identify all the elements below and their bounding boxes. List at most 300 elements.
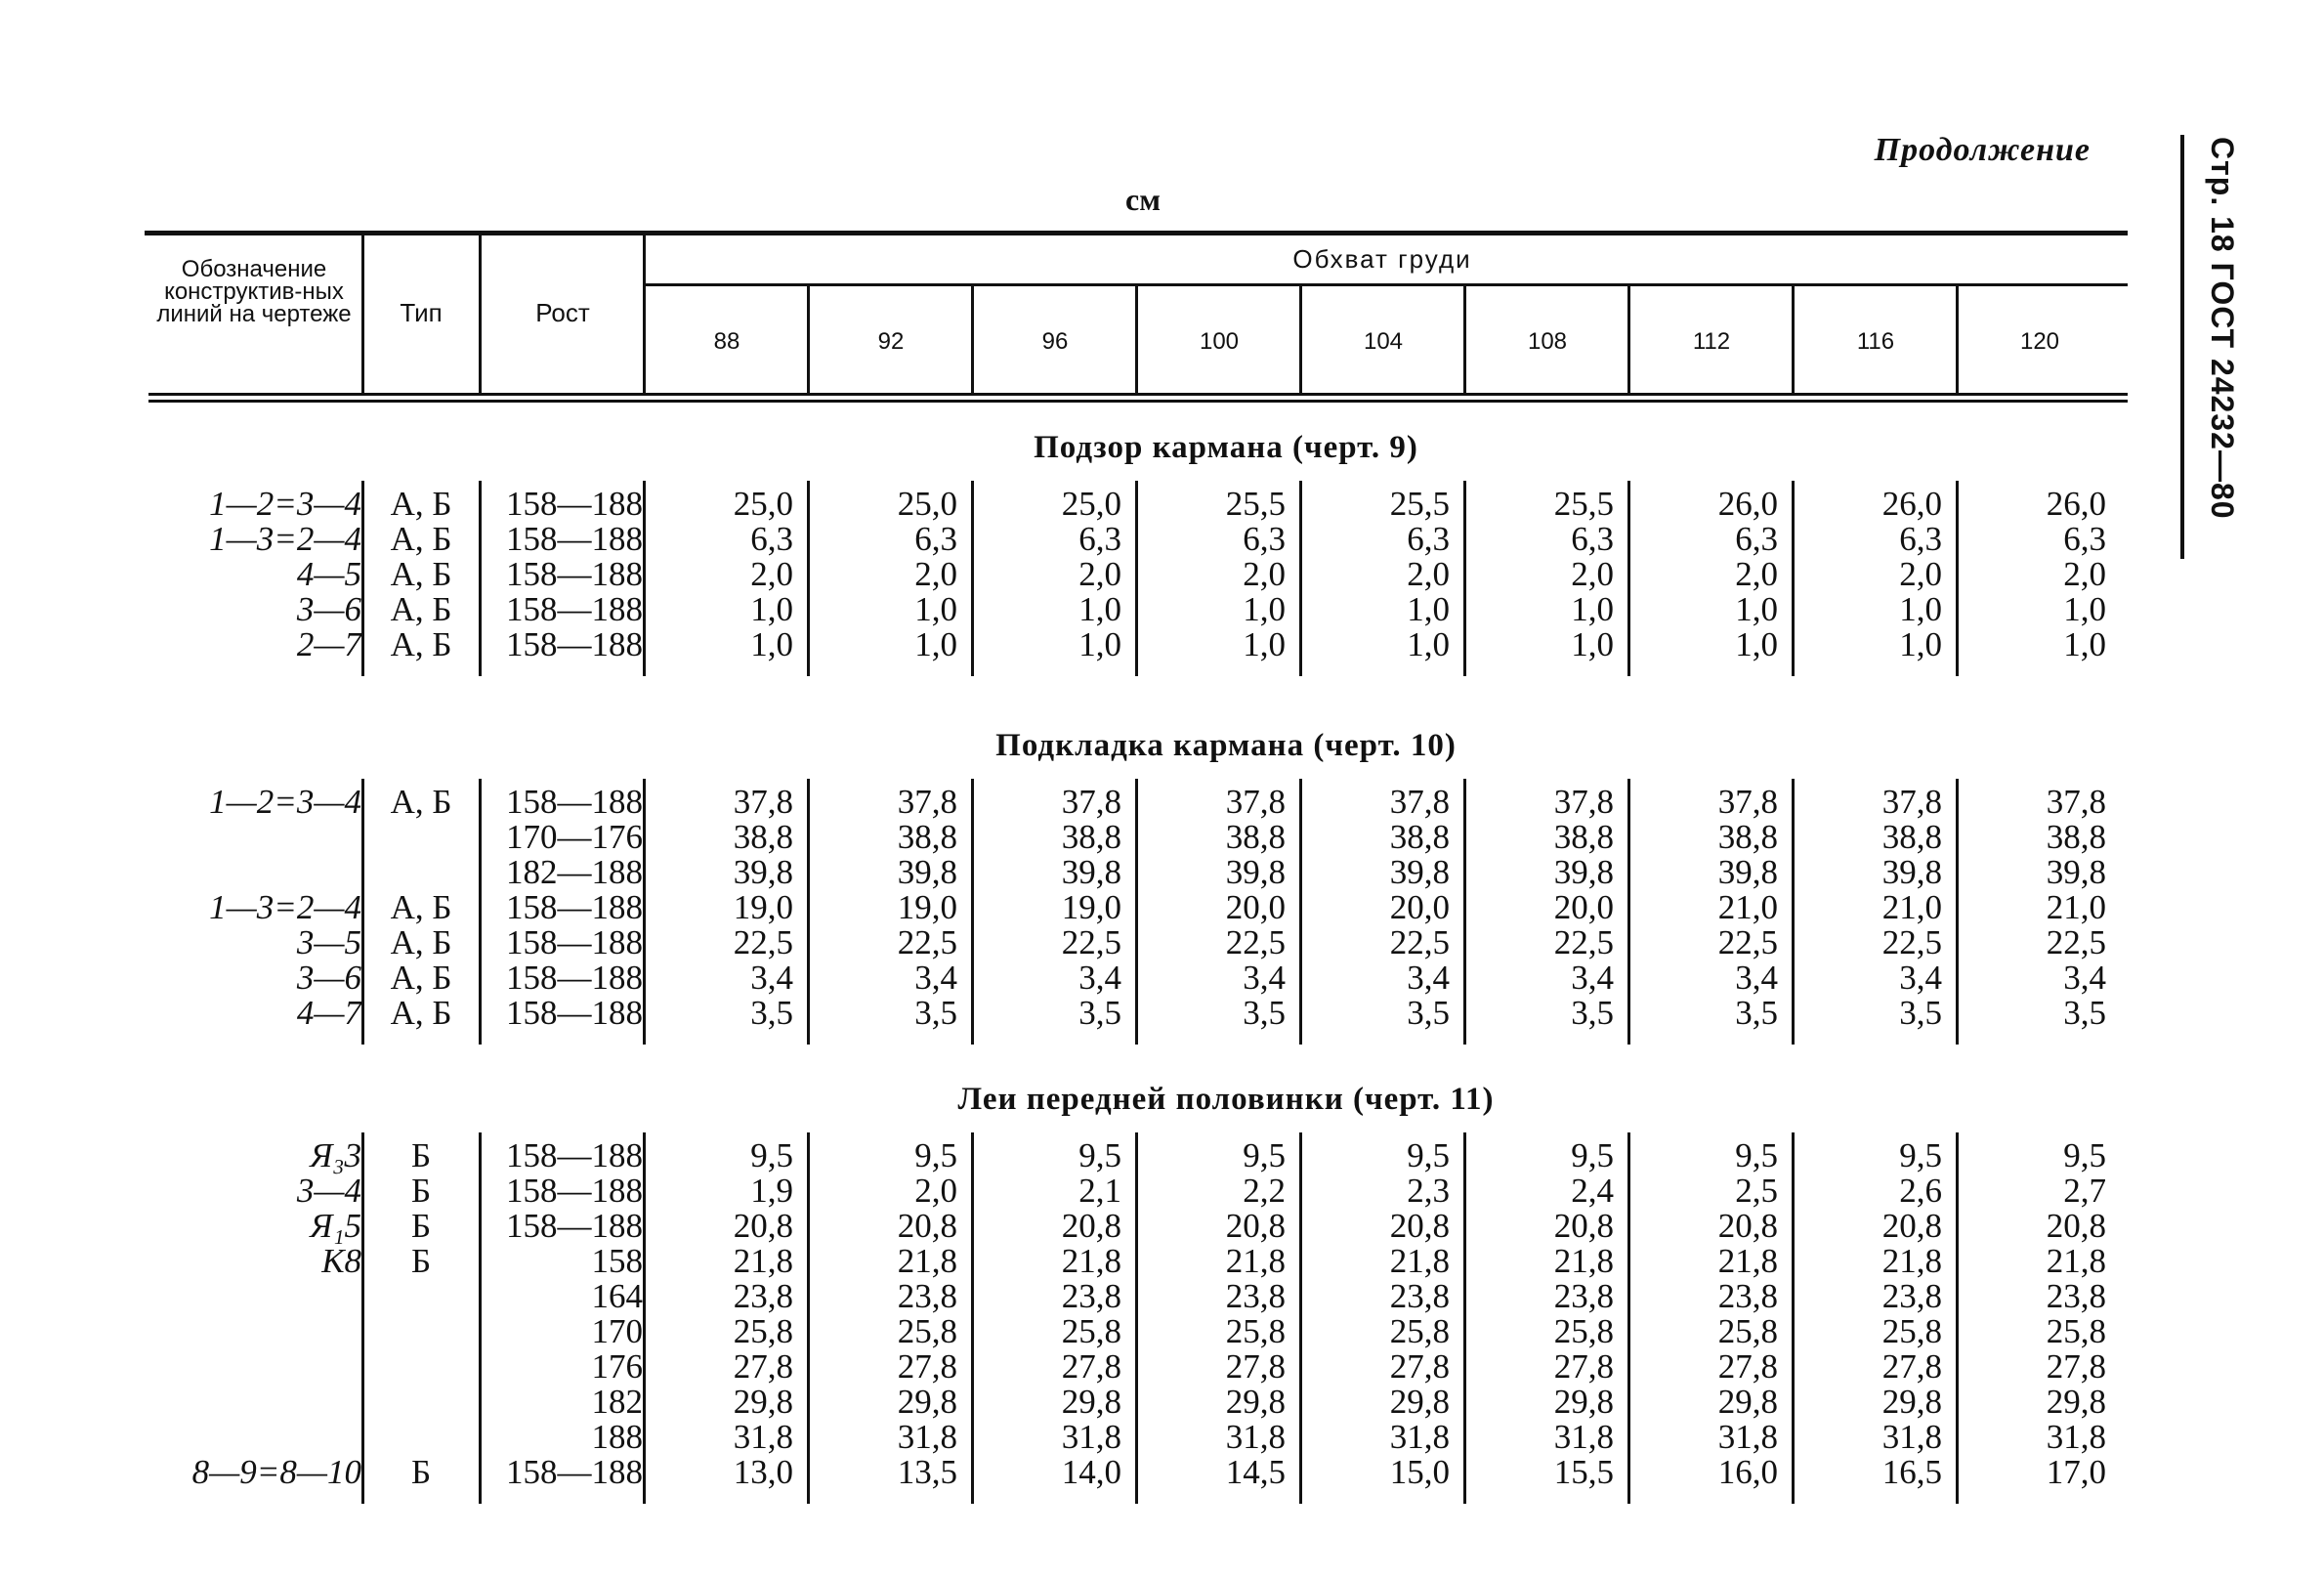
value-cell: 37,8 — [2046, 783, 2106, 821]
value-cell: 20,8 — [897, 1207, 957, 1245]
value-cell: 25,0 — [1061, 485, 1121, 523]
section-title: Подзор кармана (черт. 9) — [1034, 430, 1418, 465]
value-cell: 27,8 — [897, 1347, 957, 1386]
size-header: 108 — [1527, 328, 1568, 355]
value-cell: 31,8 — [1717, 1418, 1778, 1456]
value-cell: 6,3 — [1407, 520, 1450, 558]
value-cell: 22,5 — [1881, 923, 1942, 961]
column-divider — [361, 779, 364, 1045]
value-cell: 25,8 — [1061, 1312, 1121, 1350]
value-cell: 21,8 — [1225, 1242, 1286, 1280]
column-divider — [1792, 481, 1795, 676]
value-cell: 1,0 — [2063, 625, 2106, 663]
row-designation: 1—2=3—4 — [209, 783, 361, 821]
value-cell: 39,8 — [733, 853, 793, 891]
value-cell: 27,8 — [1881, 1347, 1942, 1386]
side-divider — [2180, 135, 2184, 559]
row-type: А, Б — [390, 590, 452, 628]
row-height: 158—188 — [506, 520, 643, 558]
row-designation: 3—4 — [296, 1172, 361, 1210]
value-cell: 3,4 — [1735, 959, 1778, 997]
row-type: А, Б — [390, 555, 452, 593]
chest-header-rule — [645, 283, 2128, 286]
value-cell: 25,8 — [1389, 1312, 1450, 1350]
header-divider — [479, 231, 482, 393]
value-cell: 13,5 — [897, 1453, 957, 1491]
value-cell: 9,5 — [1735, 1136, 1778, 1174]
value-cell: 6,3 — [2063, 520, 2106, 558]
row-type: Б — [410, 1207, 432, 1245]
column-divider — [807, 481, 810, 676]
header-bottom-rule-1 — [148, 393, 2128, 396]
value-cell: 21,0 — [1881, 888, 1942, 926]
value-cell: 2,7 — [2063, 1172, 2106, 1210]
value-cell: 38,8 — [1061, 818, 1121, 856]
value-cell: 2,0 — [1078, 555, 1121, 593]
value-cell: 31,8 — [1553, 1418, 1614, 1456]
value-cell: 22,5 — [1061, 923, 1121, 961]
row-designation: 1—3=2—4 — [209, 888, 361, 926]
column-divider — [971, 779, 974, 1045]
row-height: 158—188 — [506, 959, 643, 997]
value-cell: 20,8 — [1061, 1207, 1121, 1245]
column-divider — [479, 779, 482, 1045]
value-cell: 3,4 — [750, 959, 793, 997]
value-cell: 39,8 — [897, 853, 957, 891]
value-cell: 22,5 — [1389, 923, 1450, 961]
value-cell: 26,0 — [2046, 485, 2106, 523]
row-type: Б — [410, 1172, 432, 1210]
value-cell: 1,0 — [1243, 590, 1286, 628]
value-cell: 1,0 — [914, 625, 957, 663]
size-header: 100 — [1199, 328, 1240, 355]
row-designation: 3—5 — [296, 923, 361, 961]
row-height: 158 — [591, 1242, 643, 1280]
value-cell: 31,8 — [897, 1418, 957, 1456]
value-cell: 9,5 — [1243, 1136, 1286, 1174]
value-cell: 3,4 — [2063, 959, 2106, 997]
column-divider — [1463, 1132, 1466, 1504]
value-cell: 20,8 — [1881, 1207, 1942, 1245]
value-cell: 6,3 — [1899, 520, 1942, 558]
value-cell: 29,8 — [1061, 1383, 1121, 1421]
value-cell: 38,8 — [1717, 818, 1778, 856]
value-cell: 38,8 — [2046, 818, 2106, 856]
value-cell: 25,5 — [1553, 485, 1614, 523]
row-type: Б — [410, 1136, 432, 1174]
value-cell: 27,8 — [1225, 1347, 1286, 1386]
value-cell: 22,5 — [1225, 923, 1286, 961]
value-cell: 3,4 — [1571, 959, 1614, 997]
row-height: 158—188 — [506, 923, 643, 961]
value-cell: 31,8 — [2046, 1418, 2106, 1456]
value-cell: 29,8 — [1553, 1383, 1614, 1421]
value-cell: 2,5 — [1735, 1172, 1778, 1210]
value-cell: 23,8 — [1225, 1277, 1286, 1315]
row-height: 158—188 — [506, 555, 643, 593]
value-cell: 9,5 — [750, 1136, 793, 1174]
value-cell: 39,8 — [1553, 853, 1614, 891]
row-height: 158—188 — [506, 1453, 643, 1491]
size-header: 120 — [2019, 328, 2060, 355]
value-cell: 38,8 — [1881, 818, 1942, 856]
value-cell: 14,0 — [1061, 1453, 1121, 1491]
value-cell: 6,3 — [914, 520, 957, 558]
value-cell: 23,8 — [1553, 1277, 1614, 1315]
value-cell: 2,6 — [1899, 1172, 1942, 1210]
value-cell: 19,0 — [897, 888, 957, 926]
value-cell: 1,0 — [914, 590, 957, 628]
value-cell: 39,8 — [2046, 853, 2106, 891]
value-cell: 37,8 — [733, 783, 793, 821]
row-height: 170 — [591, 1312, 643, 1350]
column-divider — [1627, 779, 1630, 1045]
column-divider — [971, 1132, 974, 1504]
row-height: 170—176 — [506, 818, 643, 856]
value-cell: 3,4 — [1407, 959, 1450, 997]
value-cell: 3,5 — [914, 994, 957, 1032]
value-cell: 31,8 — [1061, 1418, 1121, 1456]
value-cell: 1,9 — [750, 1172, 793, 1210]
value-cell: 3,5 — [2063, 994, 2106, 1032]
value-cell: 37,8 — [1061, 783, 1121, 821]
row-type: А, Б — [390, 994, 452, 1032]
column-divider — [1135, 1132, 1138, 1504]
value-cell: 6,3 — [1078, 520, 1121, 558]
value-cell: 20,0 — [1389, 888, 1450, 926]
row-height: 164 — [591, 1277, 643, 1315]
value-cell: 20,0 — [1225, 888, 1286, 926]
value-cell: 1,0 — [1407, 625, 1450, 663]
value-cell: 29,8 — [2046, 1383, 2106, 1421]
row-designation: 1—2=3—4 — [209, 485, 361, 523]
value-cell: 22,5 — [1553, 923, 1614, 961]
value-cell: 2,0 — [914, 1172, 957, 1210]
value-cell: 1,0 — [2063, 590, 2106, 628]
value-cell: 2,0 — [1407, 555, 1450, 593]
value-cell: 1,0 — [1571, 625, 1614, 663]
value-cell: 29,8 — [1717, 1383, 1778, 1421]
continuation-label: Продолжение — [1874, 132, 2091, 168]
value-cell: 27,8 — [1061, 1347, 1121, 1386]
row-type: А, Б — [390, 959, 452, 997]
value-cell: 6,3 — [750, 520, 793, 558]
value-cell: 9,5 — [1078, 1136, 1121, 1174]
header-chest-girth: Обхват груди — [1292, 244, 1472, 274]
column-divider — [1627, 481, 1630, 676]
value-cell: 3,4 — [1243, 959, 1286, 997]
section-title: Подкладка кармана (черт. 10) — [995, 728, 1457, 763]
row-designation: 3—6 — [296, 590, 361, 628]
value-cell: 31,8 — [1225, 1418, 1286, 1456]
value-cell: 13,0 — [733, 1453, 793, 1491]
value-cell: 31,8 — [1881, 1418, 1942, 1456]
value-cell: 27,8 — [1717, 1347, 1778, 1386]
value-cell: 27,8 — [2046, 1347, 2106, 1386]
row-height: 158—188 — [506, 485, 643, 523]
value-cell: 1,0 — [1078, 590, 1121, 628]
value-cell: 23,8 — [1717, 1277, 1778, 1315]
value-cell: 19,0 — [1061, 888, 1121, 926]
value-cell: 2,4 — [1571, 1172, 1614, 1210]
value-cell: 1,0 — [1243, 625, 1286, 663]
value-cell: 20,8 — [1389, 1207, 1450, 1245]
row-height: 158—188 — [506, 1172, 643, 1210]
value-cell: 23,8 — [897, 1277, 957, 1315]
row-height: 158—188 — [506, 1136, 643, 1174]
header-height: Рост — [535, 298, 590, 327]
row-height: 158—188 — [506, 625, 643, 663]
row-height: 182 — [591, 1383, 643, 1421]
value-cell: 21,8 — [1717, 1242, 1778, 1280]
value-cell: 20,8 — [733, 1207, 793, 1245]
row-height: 158—188 — [506, 888, 643, 926]
value-cell: 38,8 — [1225, 818, 1286, 856]
value-cell: 15,0 — [1389, 1453, 1450, 1491]
column-divider — [1135, 779, 1138, 1045]
value-cell: 22,5 — [897, 923, 957, 961]
value-cell: 25,5 — [1389, 485, 1450, 523]
value-cell: 1,0 — [750, 625, 793, 663]
value-cell: 25,8 — [897, 1312, 957, 1350]
size-header: 92 — [877, 328, 905, 355]
header-designation: Обозначение конструктив-ных линий на чертеже — [156, 256, 352, 327]
value-cell: 1,0 — [1899, 625, 1942, 663]
row-height: 158—188 — [506, 590, 643, 628]
value-cell: 31,8 — [1389, 1418, 1450, 1456]
value-cell: 6,3 — [1571, 520, 1614, 558]
value-cell: 23,8 — [1061, 1277, 1121, 1315]
value-cell: 9,5 — [914, 1136, 957, 1174]
value-cell: 27,8 — [1389, 1347, 1450, 1386]
value-cell: 39,8 — [1717, 853, 1778, 891]
size-header: 116 — [1856, 328, 1895, 355]
value-cell: 21,8 — [1553, 1242, 1614, 1280]
row-type: А, Б — [390, 923, 452, 961]
column-divider — [1463, 779, 1466, 1045]
value-cell: 14,5 — [1225, 1453, 1286, 1491]
row-designation: Я₁5 — [310, 1207, 361, 1245]
value-cell: 3,5 — [1899, 994, 1942, 1032]
section-title: Леи передней половинки (черт. 11) — [957, 1082, 1495, 1117]
value-cell: 25,8 — [1553, 1312, 1614, 1350]
value-cell: 37,8 — [1553, 783, 1614, 821]
value-cell: 31,8 — [733, 1418, 793, 1456]
value-cell: 15,5 — [1553, 1453, 1614, 1491]
row-designation: 4—7 — [296, 994, 361, 1032]
value-cell: 16,5 — [1881, 1453, 1942, 1491]
value-cell: 20,8 — [1225, 1207, 1286, 1245]
value-cell: 1,0 — [1899, 590, 1942, 628]
value-cell: 23,8 — [2046, 1277, 2106, 1315]
value-cell: 9,5 — [1571, 1136, 1614, 1174]
value-cell: 29,8 — [1881, 1383, 1942, 1421]
value-cell: 19,0 — [733, 888, 793, 926]
column-divider — [361, 481, 364, 676]
value-cell: 21,8 — [897, 1242, 957, 1280]
row-designation: 2—7 — [296, 625, 361, 663]
value-cell: 3,5 — [1571, 994, 1614, 1032]
value-cell: 26,0 — [1717, 485, 1778, 523]
value-cell: 39,8 — [1061, 853, 1121, 891]
value-cell: 25,8 — [1225, 1312, 1286, 1350]
value-cell: 23,8 — [1881, 1277, 1942, 1315]
value-cell: 1,0 — [1735, 590, 1778, 628]
row-type: А, Б — [390, 625, 452, 663]
value-cell: 29,8 — [733, 1383, 793, 1421]
value-cell: 39,8 — [1881, 853, 1942, 891]
value-cell: 29,8 — [1389, 1383, 1450, 1421]
row-designation: 8—9=8—10 — [191, 1453, 361, 1491]
column-divider — [361, 1132, 364, 1504]
value-cell: 38,8 — [897, 818, 957, 856]
column-divider — [1956, 481, 1959, 676]
value-cell: 25,8 — [2046, 1312, 2106, 1350]
column-divider — [1299, 1132, 1302, 1504]
size-header: 112 — [1692, 328, 1731, 355]
value-cell: 21,8 — [1061, 1242, 1121, 1280]
value-cell: 37,8 — [1389, 783, 1450, 821]
value-cell: 1,0 — [1078, 625, 1121, 663]
row-height: 158—188 — [506, 783, 643, 821]
value-cell: 25,8 — [733, 1312, 793, 1350]
value-cell: 3,5 — [1078, 994, 1121, 1032]
value-cell: 3,4 — [1899, 959, 1942, 997]
column-divider — [479, 1132, 482, 1504]
value-cell: 17,0 — [2046, 1453, 2106, 1491]
column-divider — [971, 481, 974, 676]
value-cell: 2,0 — [1571, 555, 1614, 593]
header-type: Тип — [400, 298, 443, 327]
value-cell: 25,0 — [733, 485, 793, 523]
value-cell: 1,0 — [750, 590, 793, 628]
value-cell: 2,0 — [1243, 555, 1286, 593]
column-divider — [1956, 779, 1959, 1045]
value-cell: 25,8 — [1717, 1312, 1778, 1350]
value-cell: 26,0 — [1881, 485, 1942, 523]
row-height: 176 — [591, 1347, 643, 1386]
column-divider — [479, 481, 482, 676]
value-cell: 37,8 — [1881, 783, 1942, 821]
row-type: А, Б — [390, 520, 452, 558]
value-cell: 29,8 — [897, 1383, 957, 1421]
column-divider — [1299, 481, 1302, 676]
value-cell: 21,8 — [1881, 1242, 1942, 1280]
value-cell: 16,0 — [1717, 1453, 1778, 1491]
value-cell: 1,0 — [1735, 625, 1778, 663]
row-designation: К8 — [321, 1242, 361, 1280]
value-cell: 27,8 — [733, 1347, 793, 1386]
column-divider — [807, 1132, 810, 1504]
value-cell: 23,8 — [1389, 1277, 1450, 1315]
row-type: А, Б — [390, 485, 452, 523]
table-top-rule — [145, 231, 2128, 235]
column-divider — [1135, 481, 1138, 676]
value-cell: 6,3 — [1735, 520, 1778, 558]
column-divider — [1792, 1132, 1795, 1504]
value-cell: 20,8 — [1553, 1207, 1614, 1245]
value-cell: 22,5 — [1717, 923, 1778, 961]
value-cell: 38,8 — [733, 818, 793, 856]
value-cell: 27,8 — [1553, 1347, 1614, 1386]
value-cell: 20,8 — [1717, 1207, 1778, 1245]
row-designation: 3—6 — [296, 959, 361, 997]
value-cell: 3,4 — [914, 959, 957, 997]
column-divider — [1956, 1132, 1959, 1504]
value-cell: 39,8 — [1225, 853, 1286, 891]
column-divider — [1627, 1132, 1630, 1504]
column-divider — [1463, 481, 1466, 676]
value-cell: 22,5 — [2046, 923, 2106, 961]
value-cell: 9,5 — [1407, 1136, 1450, 1174]
row-height: 158—188 — [506, 1207, 643, 1245]
value-cell: 25,5 — [1225, 485, 1286, 523]
value-cell: 23,8 — [733, 1277, 793, 1315]
size-header: 104 — [1363, 328, 1404, 355]
value-cell: 20,8 — [2046, 1207, 2106, 1245]
value-cell: 37,8 — [1717, 783, 1778, 821]
value-cell: 25,0 — [897, 485, 957, 523]
value-cell: 38,8 — [1553, 818, 1614, 856]
size-header: 88 — [713, 328, 740, 355]
column-divider — [643, 1132, 646, 1504]
value-cell: 9,5 — [2063, 1136, 2106, 1174]
value-cell: 21,8 — [733, 1242, 793, 1280]
value-cell: 2,3 — [1407, 1172, 1450, 1210]
value-cell: 29,8 — [1225, 1383, 1286, 1421]
value-cell: 2,0 — [1735, 555, 1778, 593]
value-cell: 20,0 — [1553, 888, 1614, 926]
value-cell: 3,5 — [750, 994, 793, 1032]
row-height: 182—188 — [506, 853, 643, 891]
row-height: 158—188 — [506, 994, 643, 1032]
value-cell: 3,4 — [1078, 959, 1121, 997]
value-cell: 2,0 — [914, 555, 957, 593]
row-height: 188 — [591, 1418, 643, 1456]
row-designation: 4—5 — [296, 555, 361, 593]
unit-label: см — [1125, 182, 1161, 217]
value-cell: 21,8 — [2046, 1242, 2106, 1280]
column-divider — [1299, 779, 1302, 1045]
size-header: 96 — [1041, 328, 1069, 355]
row-type: Б — [410, 1242, 432, 1280]
column-divider — [643, 481, 646, 676]
page-side-header: Стр. 18 ГОСТ 24232—80 — [2205, 137, 2240, 520]
value-cell: 3,5 — [1243, 994, 1286, 1032]
value-cell: 2,2 — [1243, 1172, 1286, 1210]
value-cell: 3,5 — [1735, 994, 1778, 1032]
value-cell: 6,3 — [1243, 520, 1286, 558]
column-divider — [643, 779, 646, 1045]
column-divider — [1792, 779, 1795, 1045]
row-type: А, Б — [390, 888, 452, 926]
value-cell: 22,5 — [733, 923, 793, 961]
value-cell: 25,8 — [1881, 1312, 1942, 1350]
value-cell: 37,8 — [897, 783, 957, 821]
value-cell: 1,0 — [1407, 590, 1450, 628]
row-type: Б — [410, 1453, 432, 1491]
value-cell: 2,1 — [1078, 1172, 1121, 1210]
value-cell: 3,5 — [1407, 994, 1450, 1032]
row-designation: Я₃3 — [310, 1136, 361, 1174]
value-cell: 38,8 — [1389, 818, 1450, 856]
value-cell: 21,0 — [1717, 888, 1778, 926]
row-type: А, Б — [390, 783, 452, 821]
value-cell: 2,0 — [2063, 555, 2106, 593]
header-bottom-rule-2 — [148, 400, 2128, 403]
value-cell: 2,0 — [750, 555, 793, 593]
column-divider — [807, 779, 810, 1045]
